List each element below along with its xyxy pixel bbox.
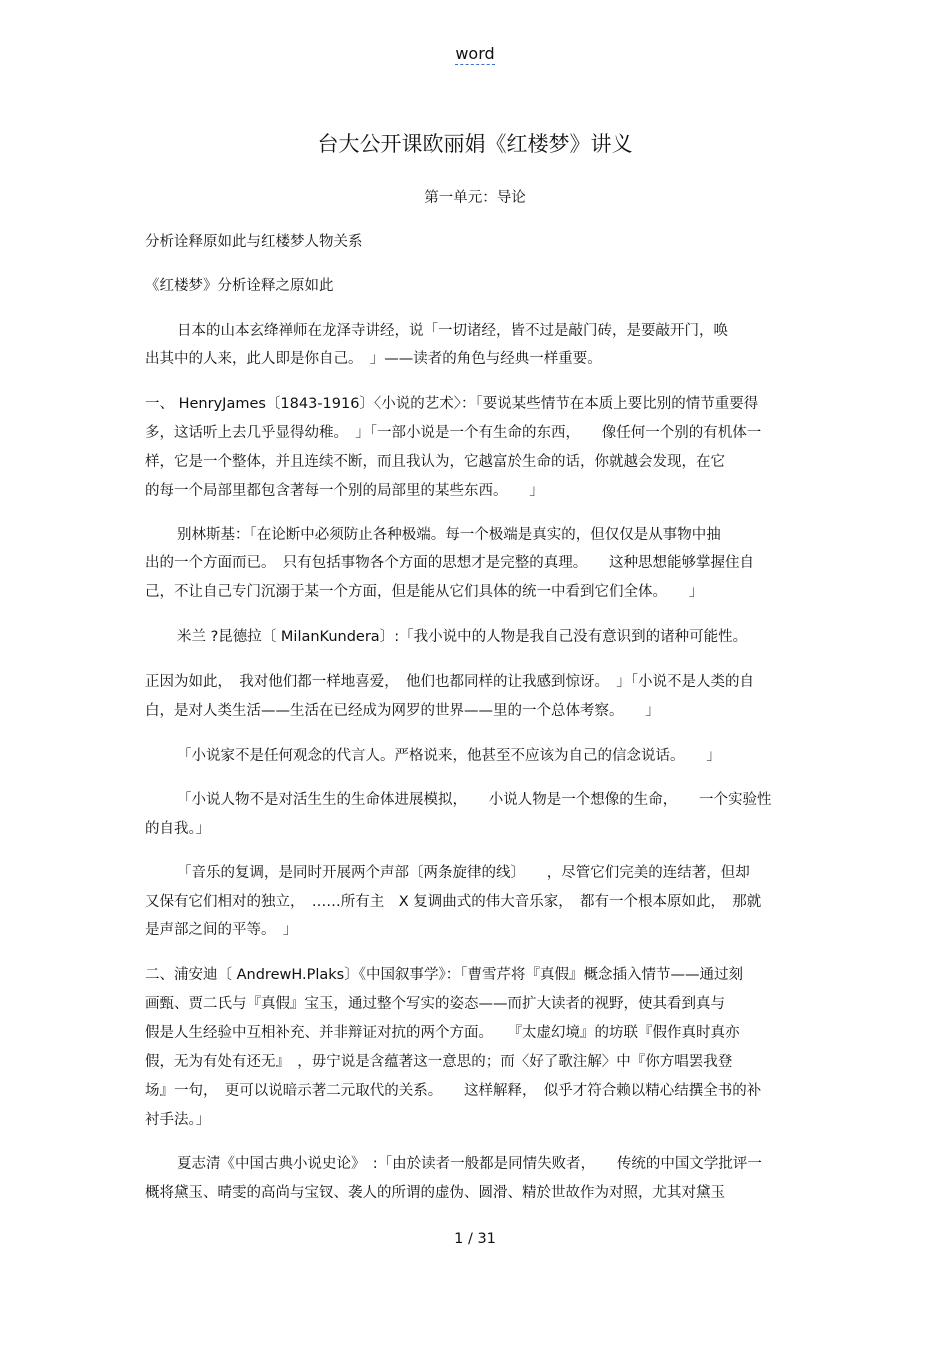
text-line: 多，这话听上去几乎显得幼稚。 」「一部小说是一个有生命的东西， 像任何一个别的有机体一 [145,425,762,441]
text-line: 样，它是一个整体，并且连续不断，而且我认为，它越富於生命的话，你就越会发现，在它 [145,454,725,470]
text-line: 场』一句， 更可以说暗示著二元取代的关系。 这样解释， 似乎才符合赖以精心结撰全书的补 [145,1083,762,1099]
text-line: 别林斯基：「在论断中必须防止各种极端。每一个极端是真实的，但仅仅是从事物中抽 [177,527,721,543]
text-line: 《红楼梦》分析诠释之原如此 [145,278,334,294]
header-label: word [455,44,495,63]
text-line: 二、浦安迪〔 AndrewH.Plaks〕《中国叙事学》：「曹雪芹将『真假』概念插入情节——通过刻 [145,967,743,983]
text-line: 己，不让自己专门沉溺于某一个方面，但是能从它们具体的统一中看到它们全体。 」 [145,584,704,600]
text-line: 夏志清《中国古典小说史论》 :「由於读者一般都是同情失败者， 传统的中国文学批评一 [177,1156,762,1172]
text-line: 画甄、贾二氏与『真假』宝玉，通过整个写实的姿态——而扩大读者的视野，使其看到真与 [145,996,725,1012]
text-line: 一、 HenryJames〔1843-1916〕〈小说的艺术〉：「要说某些情节在本质上要比别的情节重要得 [145,396,759,412]
text-line: 白，是对人类生活——生活在已经成为网罗的世界——里的一个总体考察。 」 [145,703,660,719]
text-line: 正因为如此， 我对他们都一样地喜爱， 他们也都同样的让我感到惊讶。 」「小说不是人类的自 [145,674,754,690]
text-line: 「小说人物不是对活生生的生命体进展模拟， 小说人物是一个想像的生命， 一个实验性 [177,792,772,808]
text-line: 出其中的人来，此人即是你自己。 」——读者的角色与经典一样重要。 [145,351,602,367]
text-line: 「小说家不是任何观念的代言人。严格说来，他甚至不应该为自己的信念说话。 」 [177,748,721,764]
text-line: 米兰 ?昆德拉〔 MilanKundera〕:「我小说中的人物是我自己没有意识到的诸种可能性。 [177,629,748,645]
document-title: 台大公开课欧丽娟《红楼梦》讲义 [317,132,633,156]
text-line: 假，无为有处有还无』 ，毋宁说是含蕴著这一意思的；而〈好了歌注解〉中『你方唱罢我登 [145,1054,733,1070]
section-subtitle: 第一单元：导论 [424,190,526,206]
text-line: 出的一个方面而已。 只有包括事物各个方面的思想才是完整的真理。 这种思想能够掌握住自 [145,555,754,571]
text-line: 概将黛玉、晴雯的高尚与宝钗、袭人的所谓的虚伪、圆滑、精於世故作为对照，尤其对黛玉 [145,1185,725,1201]
text-line: 又保有它们相对的独立， ……所有主 X 复调曲式的伟大音乐家， 都有一个根本原如此， 那就 [145,894,762,910]
text-line: 分析诠释原如此与红楼梦人物关系 [145,234,363,250]
page-separator: / [467,1231,473,1247]
text-line: 的自我。」 [145,821,211,837]
text-line: 的每一个局部里都包含著每一个别的局部里的某些东西。 」 [145,483,544,499]
text-line: 假是人生经验中互相补充、并非辩证对抗的两个方面。 『太虚幻境』的坊联『假作真时真亦 [145,1025,740,1041]
text-line: 日本的山本玄绛禅师在龙泽寺讲经，说「一切诸经，皆不过是敲门砖，是要敲开门，唤 [177,323,728,339]
text-line: 衬手法。」 [145,1112,211,1128]
text-line: 是声部之间的平等。 」 [145,922,298,938]
header [0,44,950,63]
page-number [0,1231,950,1247]
total-pages: 31 [477,1231,496,1247]
text-line: 「音乐的复调，是同时开展两个声部〔两条旋律的线〕 ，尽管它们完美的连结著，但却 [177,865,750,881]
current-page: 1 [454,1231,464,1247]
